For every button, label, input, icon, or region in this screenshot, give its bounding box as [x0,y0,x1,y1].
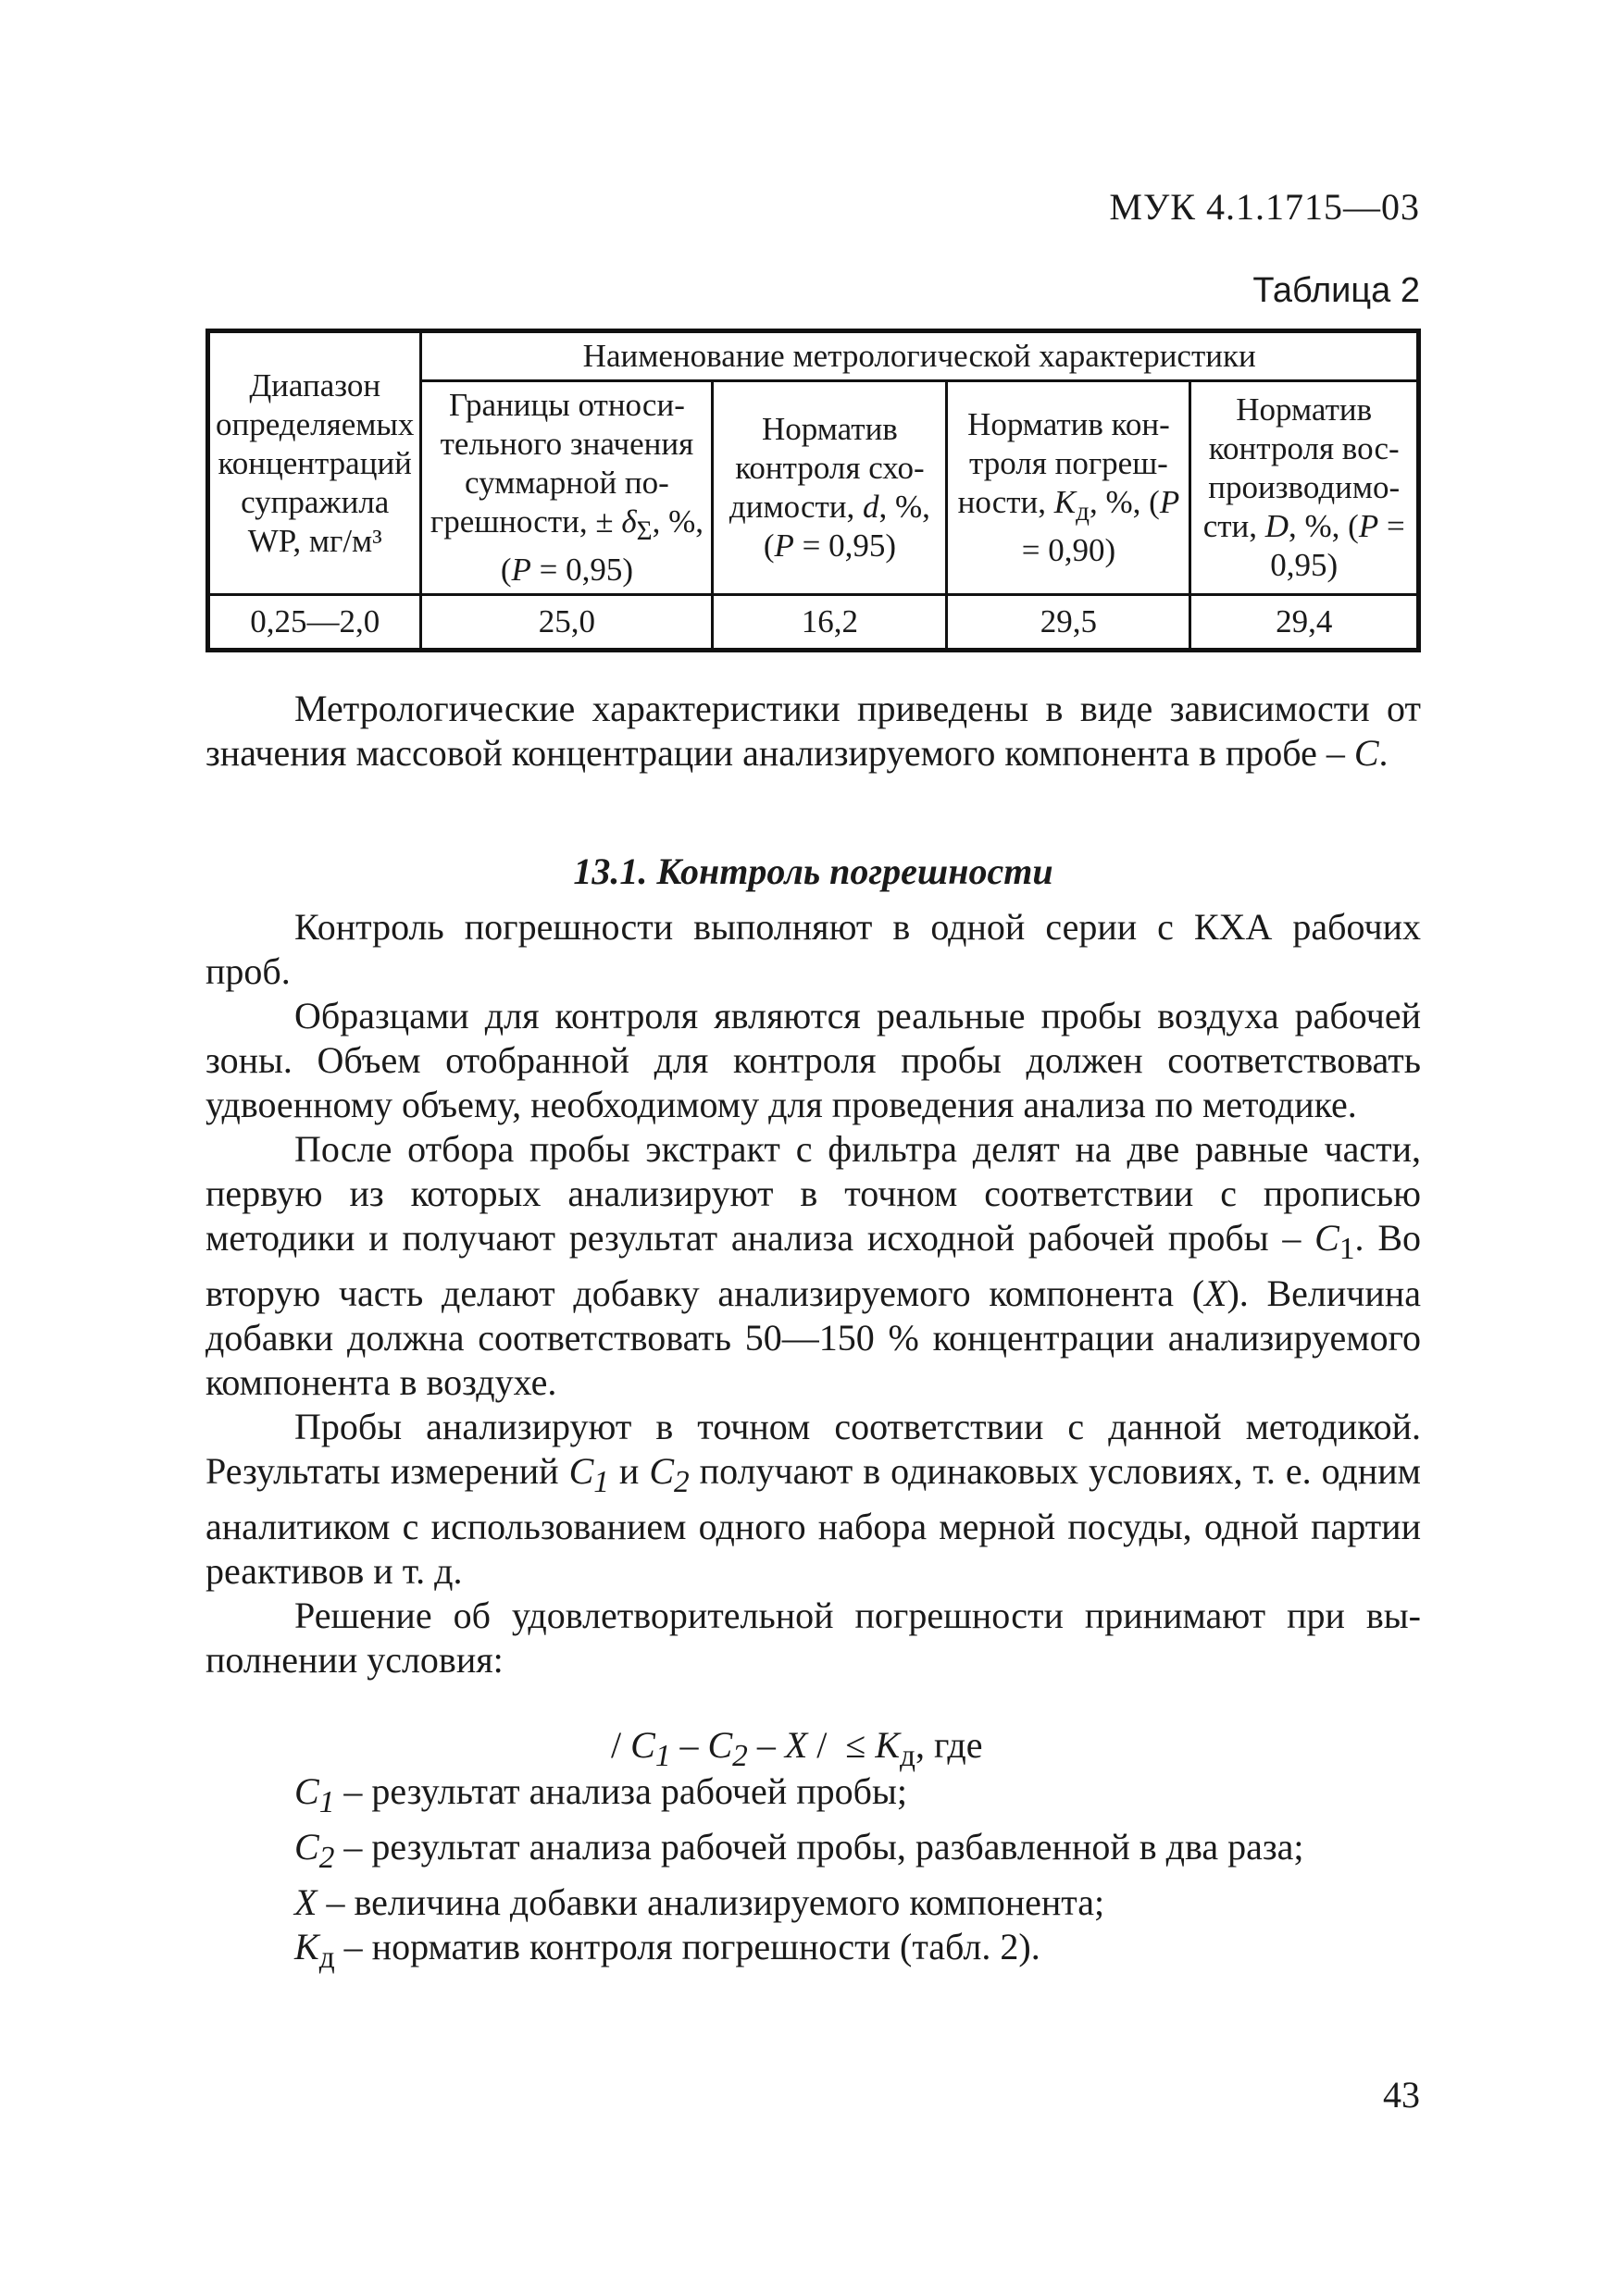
section-heading: 13.1. Контроль погрешности [573,850,1053,892]
header-convergence: Норматив контроля сходимости, d, %, (P = 0,95) [713,381,947,595]
header-reproducibility: Норматив контроля воспроизводимости, D, %, (P = 0,95) [1190,381,1419,595]
cell-range: 0,25—2,0 [208,595,421,651]
definition-c2: $C_2$ – результат анализа рабочей пробы, разбавленной в два раза; [294,1826,1304,1875]
paragraph-3: После отбора пробы экстракт с фильтра делят на две равные части, первую из которых анализируют в точном соответствии с прописью методики и получают результат анализа исходной рабочей пробы – $C_1$. Во вторую часть делают добавку анализируемого компонента (X). Величина добавки должна соответствовать 50—150 % концентрации анализируемого компонента в воздухе. [205,1128,1422,1403]
table-label: Таблица 2 [1252,271,1420,310]
definition-c1: $C_1$ – результат анализа рабочей пробы; [294,1770,907,1819]
paragraph-2: Образцами для контроля являются реальные пробы воздуха рабочей зоны. Объем отобранной для контроля пробы должен соответствовать удвоенному объему, необходимому для проведения анализа по методике. [205,995,1421,1125]
header-error-control: Норматив контроля погрешности, $K_д$, %, (P = 0,90) [947,381,1190,595]
body-text [205,905,1421,1682]
definitions-list [294,1769,1304,1980]
paragraph-4: Пробы анализируют в точном соответствии с данной методикой. Результаты измерений $C_1$ и $C_2$ получают в одинаковых условиях, т. е. одним аналитиком с использованием одного набора мерной посуды, одной партии реактивов и т. д. [205,1406,1421,1592]
cell-convergence: 16,2 [713,595,947,651]
cell-reproducibility: 29,4 [1190,595,1419,651]
metrology-table [205,329,1421,652]
document-code: МУК 4.1.1715—03 [1109,186,1420,228]
cell-error-bounds: 25,0 [421,595,713,651]
paragraph-1: Контроль погрешности выполняют в одной серии с КХА рабочих проб. [205,906,1421,992]
header-concentration-range: Диапазон определяемых концентраций супражила WP, мг/м³ [208,331,421,595]
table-header-row [208,331,1419,381]
header-metrology-group: Наименование метрологической характеристики [421,331,1419,381]
cell-error-control: 29,5 [947,595,1190,651]
definition-kd: $K_д$ – норматив контроля погрешности (табл. 2). [294,1926,1040,1975]
page-number: 43 [1383,2074,1420,2116]
paragraph-5: Решение об удовлетворительной погрешности принимают при выполнении условия: [205,1595,1421,1681]
condition-formula: / $C_1 - C_2$ – X / ≤ $K_д$, где [611,1724,983,1773]
definition-x: X – величина добавки анализируемого компонента; [294,1881,1105,1923]
table-row [208,595,1419,651]
header-error-bounds: Границы относительного значения суммарной погрешности, ± $\delta_\Sigma$, %, (P = 0,95) [421,381,713,595]
intro-paragraph: Метрологические характеристики приведены в виде зависимости от значения массовой концентрации анализируемого компонента в пробе – C. [205,688,1421,774]
